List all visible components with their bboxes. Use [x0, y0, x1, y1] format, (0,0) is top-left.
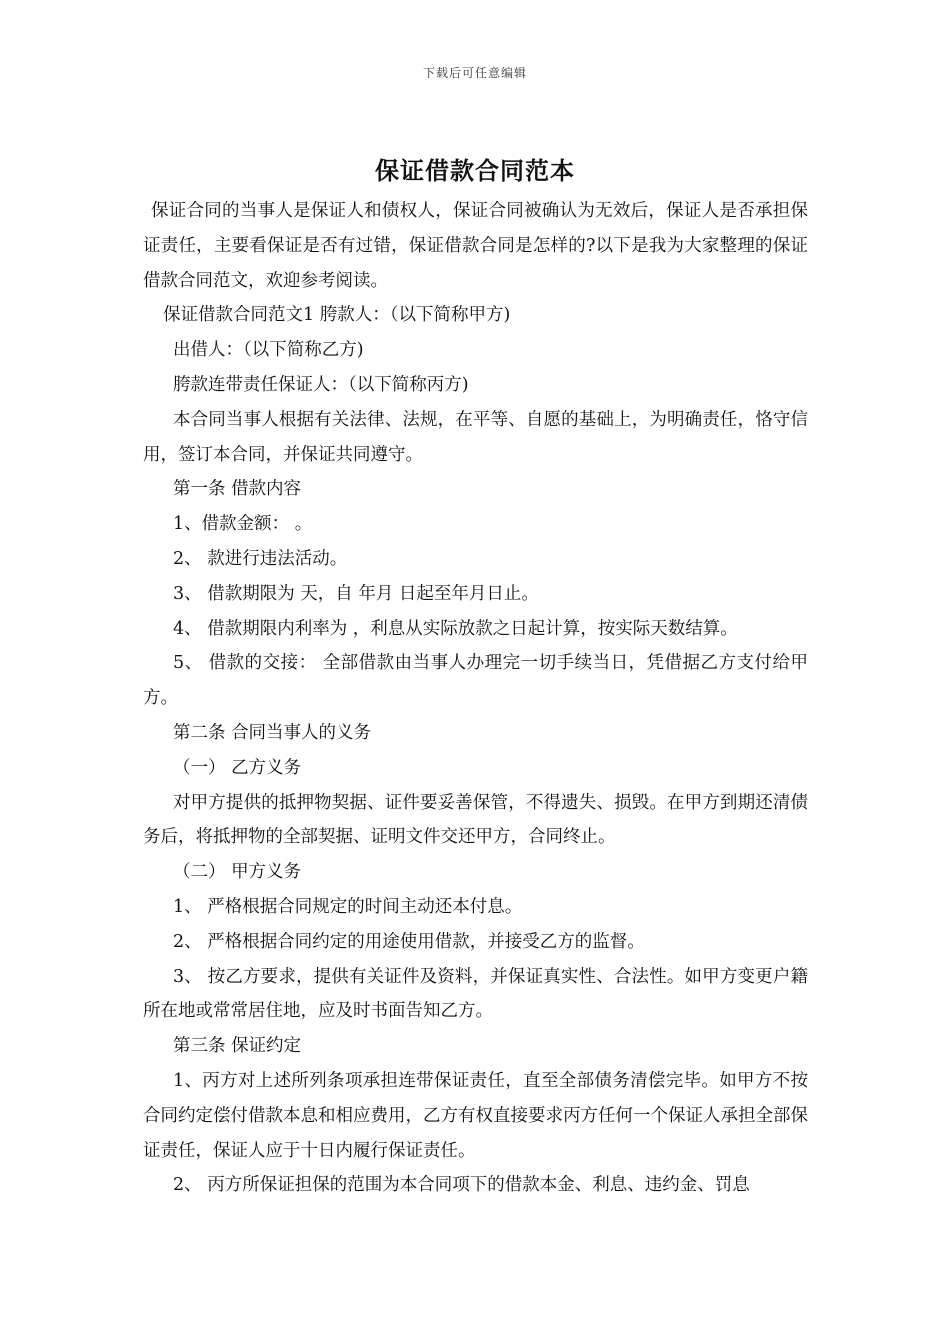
clause-1-4: 4、 借款期限内利率为 ，利息从实际放款之日起计算，按实际天数结算。: [173, 618, 738, 639]
clause-3-2: 2、 丙方所保证担保的范围为本合同项下的借款本金、利息、违约金、罚息: [173, 1175, 750, 1196]
clause-1-5: 5、 借款的交接： 全部借款由当事人办理完一切手续当日，凭借据乙方支付给甲方。: [143, 653, 808, 709]
article-1-heading: 第一条 借款内容: [173, 479, 302, 500]
clause-1-2: 2、 款进行违法活动。: [173, 548, 348, 569]
clause-1-3: 3、 借款期限为 天，自 年月 日起至年月日止。: [173, 583, 539, 604]
clause-1-1: 1、借款金额： 。: [173, 514, 313, 535]
section-borrower-duty-heading: （二） 甲方义务: [173, 862, 302, 883]
clause-3-1: 1、丙方对上述所列条项承担连带保证责任，直至全部债务清偿完毕。如甲方不按合同约定偿付借款本息和相应费用，乙方有权直接要求丙方任何一个保证人承担全部保证责任，保证人应于十日内履行保证责任。: [143, 1070, 808, 1161]
preamble-paragraph: 本合同当事人根据有关法律、法规，在平等、自愿的基础上，为明确责任，恪守信用，签订本合同，并保证共同遵守。: [143, 409, 808, 465]
article-2-heading: 第二条 合同当事人的义务: [173, 722, 372, 743]
lender-line: 出借人：（以下简称乙方): [173, 340, 364, 361]
clause-2-2: 2、 严格根据合同约定的用途使用借款，并接受乙方的监督。: [173, 931, 645, 952]
intro-paragraph: 保证合同的当事人是保证人和债权人，保证合同被确认为无效后，保证人是否承担保证责任，主要看保证是否有过错，保证借款合同是怎样的?以下是我为大家整理的保证借款合同范文，欢迎参考阅读。: [143, 201, 808, 291]
clause-2-3: 3、 按乙方要求，提供有关证件及资料，并保证真实性、合法性。如甲方变更户籍所在地或常常居住地，应及时书面告知乙方。: [143, 966, 808, 1022]
clause-2-1: 1、 严格根据合同规定的时间主动还本付息。: [173, 896, 523, 917]
header-note: 下载后可任意编辑: [422, 66, 527, 80]
document-body: [143, 194, 808, 1203]
borrower-line: 保证借款合同范文1 胯款人：（以下简称甲方): [163, 305, 511, 326]
guarantor-line: 胯款连带责任保证人：（以下简称丙方): [173, 374, 469, 395]
lender-duty-paragraph: 对甲方提供的抵押物契据、证件要妥善保管，不得遗失、损毁。在甲方到期还清债务后，将抵押物的全部契据、证明文件交还甲方，合同终止。: [143, 792, 808, 848]
article-3-heading: 第三条 保证约定: [173, 1036, 302, 1057]
section-lender-duty-heading: （一） 乙方义务: [173, 757, 302, 778]
document-title: 保证借款合同范本: [375, 156, 575, 185]
